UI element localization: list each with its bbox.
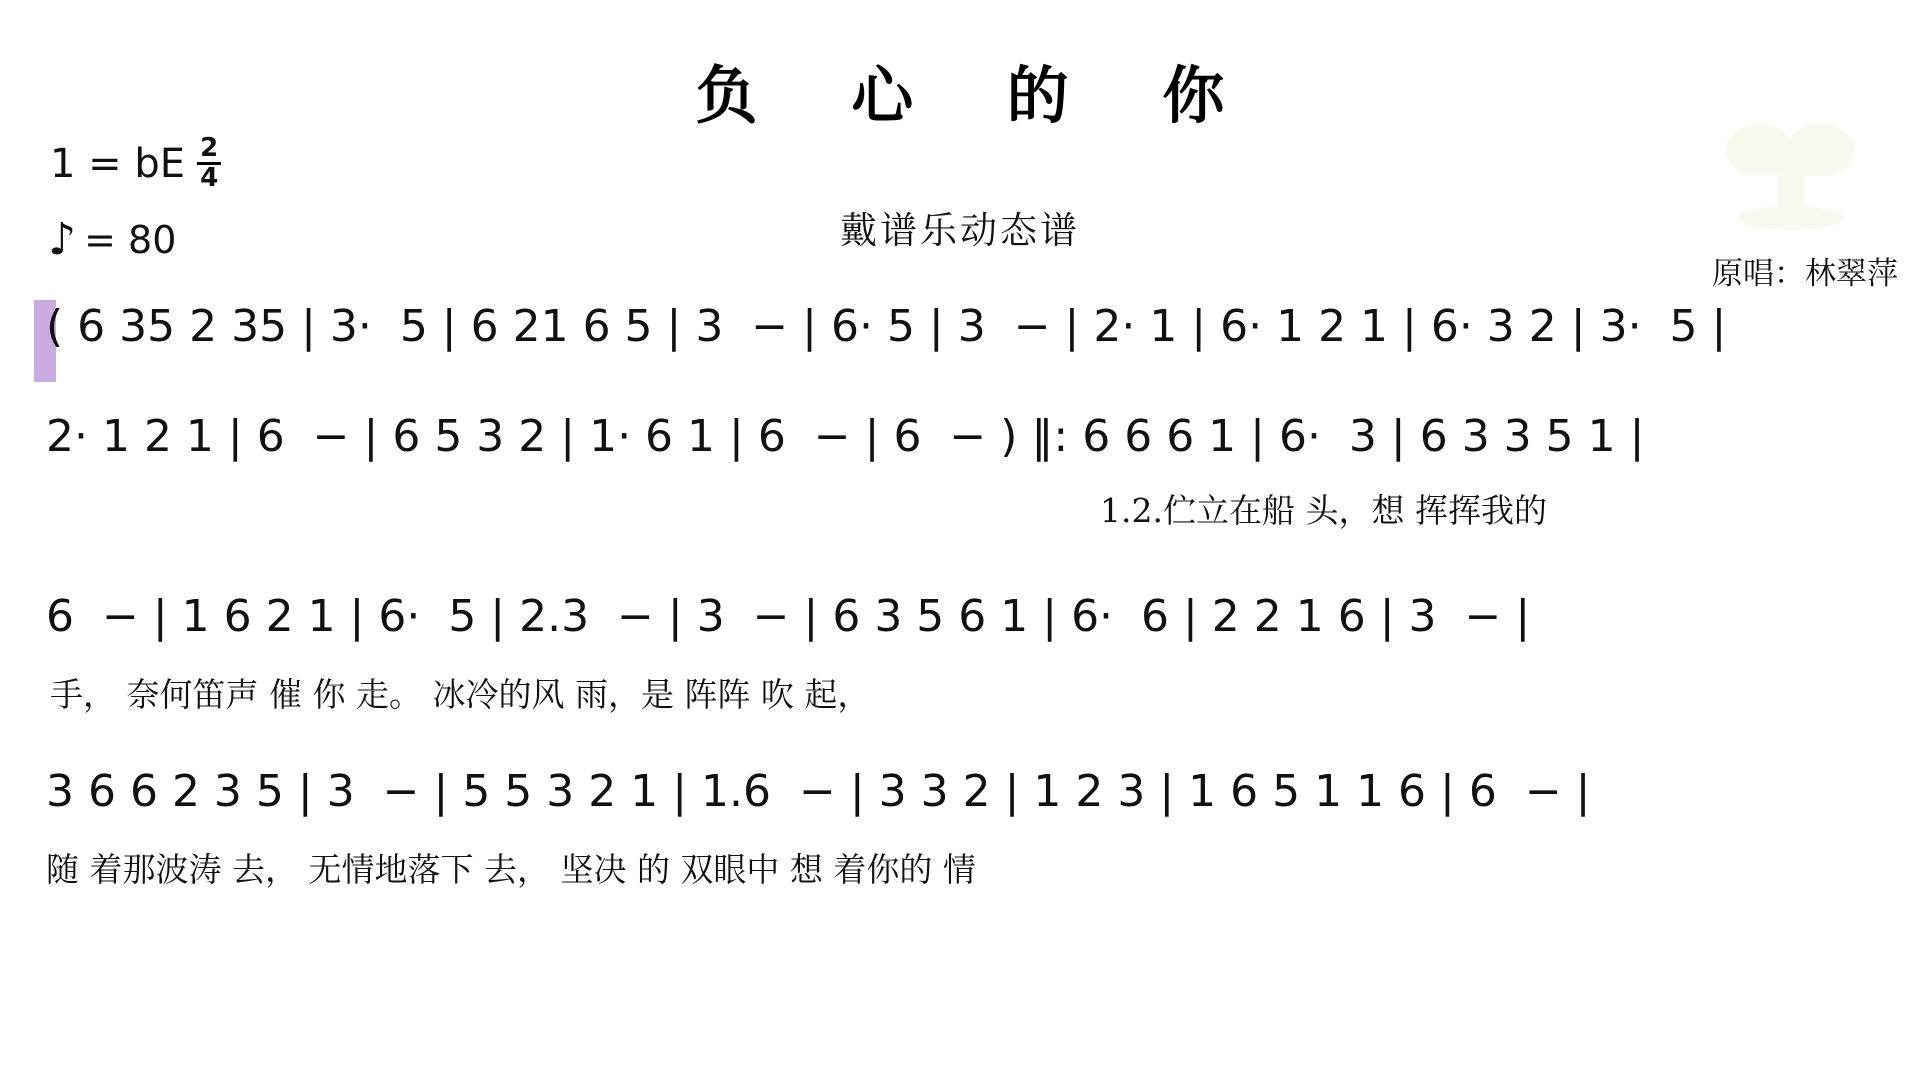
time-signature-numerator: 2 xyxy=(197,135,221,165)
score-line-3-lyric: 手， 奈何笛声 催 你 走。 冰冷的风 雨，是 阵阵 吹 起， xyxy=(50,675,871,714)
score-line-3 xyxy=(0,591,1920,716)
score-line-4-notes: 3 6 6 2 3 5 | 3 − | 5 5 3 2 1 | 1.6 − | 3 3 2 | 1 2 3 | 1 6 5 1 1 6 | 6 − | xyxy=(46,766,1591,817)
score-line-1 xyxy=(0,301,1920,352)
score-line-2 xyxy=(0,411,1920,532)
score-line-2-notes: 2· 1 2 1 | 6 − | 6 5 3 2 | 1· 6 1 | 6 − | 6 − ) ‖: 6 6 6 1 | 6· 3 | 6 3 3 5 1 | xyxy=(46,411,1645,462)
tempo-marking xyxy=(48,214,177,266)
score-line-4-lyric: 随 着那波涛 去， 无情地落下 去， 坚决 的 双眼中 想 着你的 情 xyxy=(46,850,976,889)
original-singer: 原唱：林翠萍 xyxy=(1712,256,1898,292)
score-line-2-lyric: 1.2.伫立在船 头，想 挥挥我的 xyxy=(1100,491,1547,530)
time-signature xyxy=(197,135,221,193)
tempo-value: = 80 xyxy=(84,218,177,262)
page-title: 负 心 的 你 xyxy=(695,59,1261,132)
page-subtitle: 戴谱乐动态谱 xyxy=(840,209,1080,252)
score-line-4 xyxy=(0,766,1920,891)
time-signature-denominator: 4 xyxy=(200,163,219,194)
score-line-3-notes: 6 − | 1 6 2 1 | 6· 5 | 2.3 − | 3 − | 6 3 5 6 1 | 6· 6 | 2 2 1 6 | 3 − | xyxy=(46,591,1531,642)
key-signature xyxy=(50,135,221,193)
key-signature-text: 1 = bE xyxy=(50,140,186,187)
quarter-note-icon: ♪ xyxy=(48,214,77,266)
score-line-1-notes: ( 6 35 2 35 | 3· 5 | 6 21 6 5 | 3 − | 6· 5 | 3 − | 2· 1 | 6· 1 2 1 | 6· 3 2 | 3· 5 | xyxy=(46,301,1727,352)
